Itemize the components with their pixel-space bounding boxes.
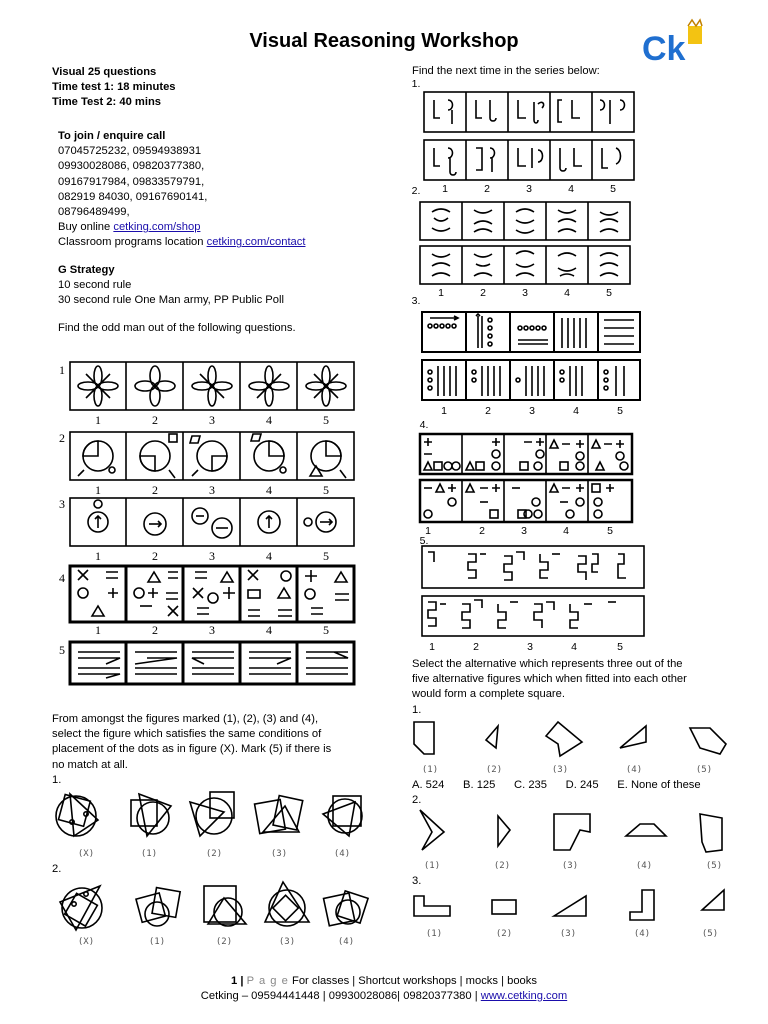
- contact-block: [58, 129, 398, 251]
- row5-figures: [70, 642, 354, 684]
- svg-text:2: 2: [473, 641, 479, 653]
- answer-d[interactable]: D. 245: [565, 779, 599, 791]
- svg-text:1: 1: [95, 413, 101, 427]
- page-word: P a g e: [246, 975, 289, 987]
- svg-text:2: 2: [484, 183, 490, 195]
- series2: [420, 202, 630, 299]
- svg-text:4: 4: [266, 623, 272, 637]
- svg-text:4: 4: [568, 183, 574, 195]
- row-label: 5: [59, 643, 65, 657]
- svg-text:(1): (1): [421, 765, 439, 775]
- page-title: Visual Reasoning Workshop: [249, 30, 519, 52]
- svg-text:1: 1: [429, 641, 435, 653]
- svg-text:5: 5: [323, 549, 329, 563]
- dots-q1: [56, 792, 362, 859]
- square-figures-3: [410, 886, 740, 956]
- buy-online-line: Buy online cetking.com/shop: [58, 221, 201, 234]
- svg-text:4: 4: [266, 549, 272, 563]
- row-label: 4: [59, 571, 65, 585]
- series-label: 1.: [411, 78, 421, 90]
- svg-text:2: 2: [152, 623, 158, 637]
- svg-text:3: 3: [209, 413, 215, 427]
- info-block: [52, 65, 392, 111]
- svg-text:(3): (3): [559, 929, 577, 939]
- shop-link[interactable]: cetking.com/shop: [113, 221, 201, 234]
- answer-options: [412, 778, 752, 793]
- svg-text:(2): (2): [205, 849, 223, 859]
- series3: [422, 312, 640, 417]
- svg-text:3: 3: [526, 183, 532, 195]
- strategy-line: 30 second rule One Man army, PP Public Poll: [58, 294, 284, 307]
- series-label: 4.: [419, 419, 429, 431]
- svg-text:2: 2: [152, 549, 158, 563]
- contact-link[interactable]: cetking.com/contact: [206, 236, 306, 249]
- answer-c[interactable]: C. 235: [514, 779, 547, 791]
- join-heading: To join / enquire call: [58, 130, 166, 142]
- classroom-line: Classroom programs location cetking.com/contact: [58, 236, 306, 249]
- svg-text:(1): (1): [140, 849, 158, 859]
- svg-text:2: 2: [479, 525, 485, 537]
- svg-text:4: 4: [571, 641, 577, 653]
- sq-label: 1.: [412, 703, 422, 716]
- svg-text:(2): (2): [485, 765, 503, 775]
- svg-text:5: 5: [323, 483, 329, 497]
- svg-text:4: 4: [564, 287, 570, 299]
- svg-text:1: 1: [438, 287, 444, 299]
- svg-text:(3): (3): [561, 861, 579, 871]
- svg-text:(5): (5): [705, 861, 723, 871]
- odd-man-figures: [56, 360, 396, 680]
- svg-text:5: 5: [606, 287, 612, 299]
- row-label: 1: [59, 363, 65, 377]
- footer-line-2: Cetking – 09594441448 | 09930028086| 09820377380 | www.cetking.com: [200, 990, 568, 1002]
- series-instruction: Find the next time in the series below:: [412, 65, 600, 77]
- series-label: 5.: [419, 535, 429, 547]
- sq-label: 2.: [412, 794, 422, 806]
- svg-text:(5): (5): [701, 929, 719, 939]
- info-line: Time Test 2: 40 mins: [52, 96, 162, 109]
- svg-text:(1): (1): [148, 937, 166, 947]
- phone-line: 08796489499,: [58, 206, 130, 219]
- svg-text:5: 5: [610, 183, 616, 195]
- svg-text:(4): (4): [337, 937, 355, 947]
- svg-text:3: 3: [529, 405, 535, 417]
- cetking-logo: [640, 20, 710, 68]
- svg-text:(X): (X): [77, 937, 95, 947]
- odd-man-instruction: Find the odd man out of the following questions.: [58, 322, 296, 334]
- logo-text: Ck: [642, 30, 686, 68]
- svg-text:(2): (2): [495, 929, 513, 939]
- series-figures: [410, 78, 650, 658]
- svg-text:3: 3: [209, 623, 215, 637]
- svg-text:2: 2: [480, 287, 486, 299]
- dots-figures-q2: [52, 878, 382, 958]
- series5: [422, 546, 644, 653]
- svg-text:5: 5: [617, 405, 623, 417]
- q1-label: 1.: [52, 773, 62, 786]
- series1: [424, 92, 634, 195]
- svg-text:(4): (4): [333, 849, 351, 859]
- answer-e[interactable]: E. None of these: [617, 779, 701, 791]
- svg-text:3: 3: [209, 483, 215, 497]
- row-label: 3: [59, 497, 65, 511]
- row1-figures: [70, 362, 354, 427]
- svg-text:(5): (5): [695, 765, 713, 775]
- website-link[interactable]: www.cetking.com: [480, 990, 568, 1002]
- svg-text:1: 1: [441, 405, 447, 417]
- series-label: 2.: [411, 185, 421, 197]
- q2-label: 2.: [52, 863, 62, 875]
- square-instruction: Select the alternative which represents three out of the five alternative figures which when fitted into each other would form a complete square. 1.: [412, 657, 752, 718]
- phone-line: 09930028086, 09820377380,: [58, 160, 205, 173]
- svg-text:(X): (X): [77, 849, 95, 859]
- svg-text:4: 4: [266, 483, 272, 497]
- phone-line: 082919 84030, 09167690141,: [58, 190, 208, 203]
- svg-text:(2): (2): [215, 937, 233, 947]
- svg-text:(4): (4): [633, 929, 651, 939]
- sq-row1: [414, 722, 726, 775]
- svg-text:(1): (1): [423, 861, 441, 871]
- info-line: Visual 25 questions: [52, 66, 157, 78]
- strategy-line: 10 second rule: [58, 279, 132, 292]
- row3-figures: [70, 498, 354, 563]
- svg-text:1: 1: [95, 623, 101, 637]
- series4: [420, 434, 632, 537]
- svg-text:5: 5: [323, 413, 329, 427]
- svg-text:1: 1: [425, 525, 431, 537]
- svg-text:4: 4: [573, 405, 579, 417]
- row-label: 2: [59, 431, 65, 445]
- svg-text:3: 3: [521, 525, 527, 537]
- svg-text:3: 3: [522, 287, 528, 299]
- svg-text:(1): (1): [425, 929, 443, 939]
- svg-text:5: 5: [617, 641, 623, 653]
- svg-text:1: 1: [95, 549, 101, 563]
- sq-label: 3.: [412, 875, 422, 887]
- strategy-block: [58, 263, 398, 309]
- svg-text:1: 1: [95, 483, 101, 497]
- svg-text:1: 1: [442, 183, 448, 195]
- row2-figures: [70, 432, 354, 497]
- page-number: 1: [231, 975, 238, 987]
- dots-instruction: From amongst the figures marked (1), (2), (3) and (4), select the figure which satisfies the same conditions of placement of the dots as in figure (X). Mark (5) if there is no match at all. 1.: [52, 712, 392, 788]
- svg-text:2: 2: [152, 483, 158, 497]
- svg-text:(4): (4): [625, 765, 643, 775]
- strategy-heading: G Strategy: [58, 264, 115, 276]
- svg-text:(2): (2): [493, 861, 511, 871]
- square-figures-2: [410, 806, 740, 876]
- svg-text:(4): (4): [635, 861, 653, 871]
- svg-text:(3): (3): [551, 765, 569, 775]
- svg-text:3: 3: [527, 641, 533, 653]
- svg-text:(3): (3): [270, 849, 288, 859]
- answer-b[interactable]: B. 125: [463, 779, 496, 791]
- phone-line: 07045725232, 09594938931: [58, 145, 202, 158]
- answer-a[interactable]: A. 524: [412, 779, 445, 791]
- info-line: Time test 1: 18 minutes: [52, 81, 176, 94]
- row4-figures: [70, 566, 354, 637]
- series-label: 3.: [411, 295, 421, 307]
- svg-text:4: 4: [563, 525, 569, 537]
- svg-text:(3): (3): [278, 937, 296, 947]
- footer-line-1: 1 | P a g e For classes | Shortcut workshops | mocks | books: [231, 975, 537, 987]
- svg-text:2: 2: [485, 405, 491, 417]
- svg-text:3: 3: [209, 549, 215, 563]
- svg-text:2: 2: [152, 413, 158, 427]
- svg-text:4: 4: [266, 413, 272, 427]
- phone-line: 09167917984, 09833579791,: [58, 175, 205, 188]
- svg-text:5: 5: [323, 623, 329, 637]
- svg-text:5: 5: [607, 525, 613, 537]
